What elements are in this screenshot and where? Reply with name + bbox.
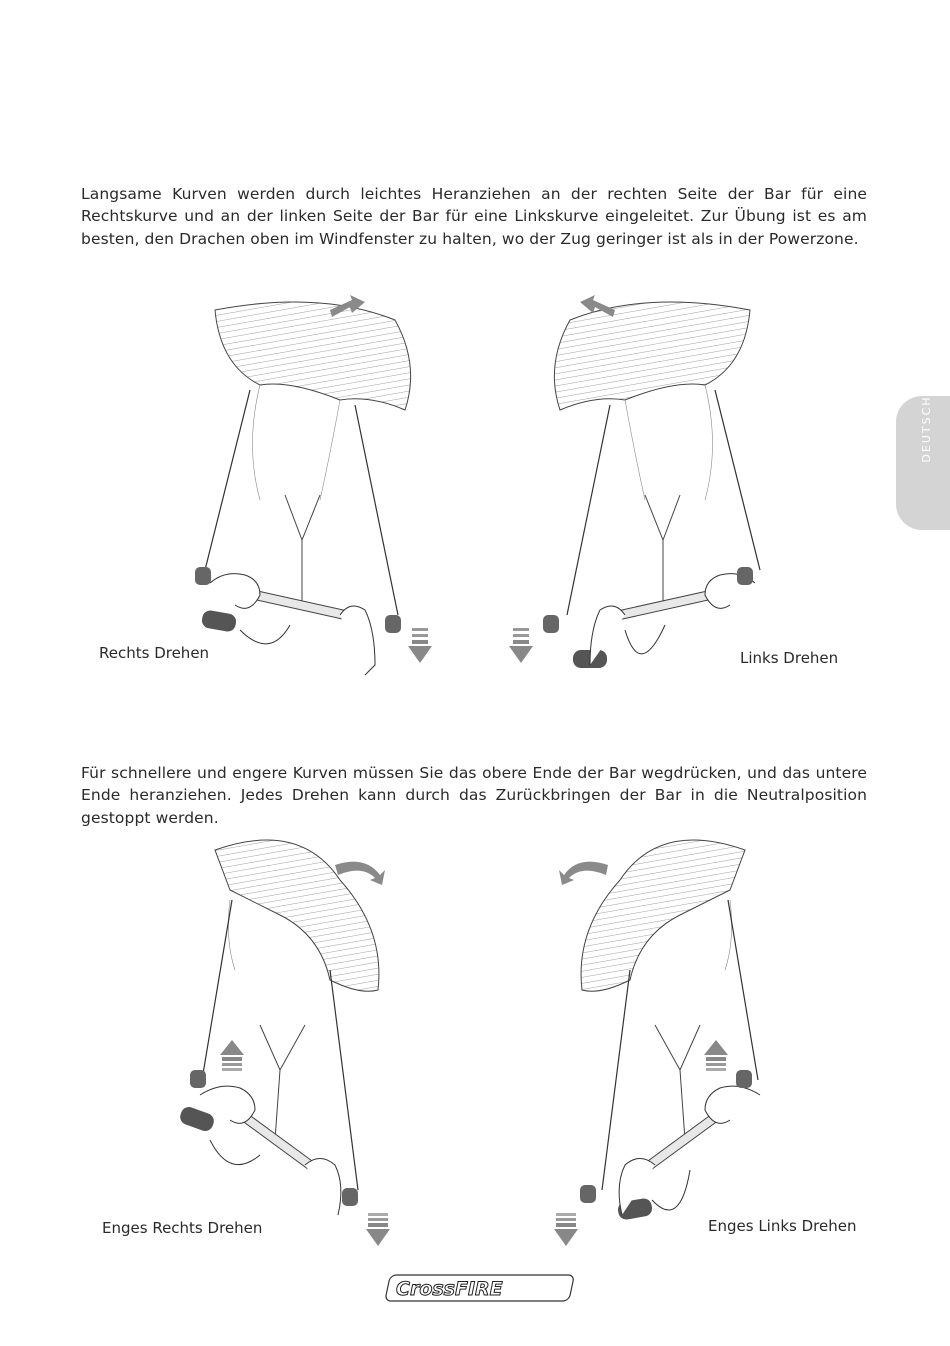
- language-tab: [896, 396, 950, 530]
- tight-left-turn-illustration: [540, 820, 780, 1250]
- caption-tight-left-turn: Enges Links Drehen: [708, 1217, 857, 1235]
- tight-right-turn-illustration: [180, 820, 420, 1250]
- tight-turn-paragraph: Für schnellere und engere Kurven müssen Sie das obere Ende der Bar wegdrücken, und das untere Ende heranziehen. Jedes Drehen kann durch das Zurückbringen der Bar in die Neutralposition gestoppt werden.: [81, 763, 867, 827]
- caption-left-turn: Links Drehen: [740, 649, 839, 667]
- left-turn-illustration: [505, 285, 785, 685]
- crossfire-logo: [384, 1272, 574, 1304]
- intro-paragraph: Langsame Kurven werden durch leichtes Heranziehen an der rechten Seite der Bar für eine Rechtskurve und an der linken Seite der Bar für eine Linkskurve eingeleitet. Zur Übung ist es am besten, den Drachen oben im Windfenster zu halten, wo der Zug geringer ist als in der Powerzone.: [81, 184, 867, 248]
- right-turn-illustration: [180, 285, 460, 685]
- logo-text: CrossFIRE: [396, 1278, 503, 1300]
- language-tab-label: DEUTSCH: [920, 395, 933, 463]
- caption-tight-right-turn: Enges Rechts Drehen: [102, 1219, 263, 1237]
- caption-right-turn: Rechts Drehen: [99, 644, 210, 662]
